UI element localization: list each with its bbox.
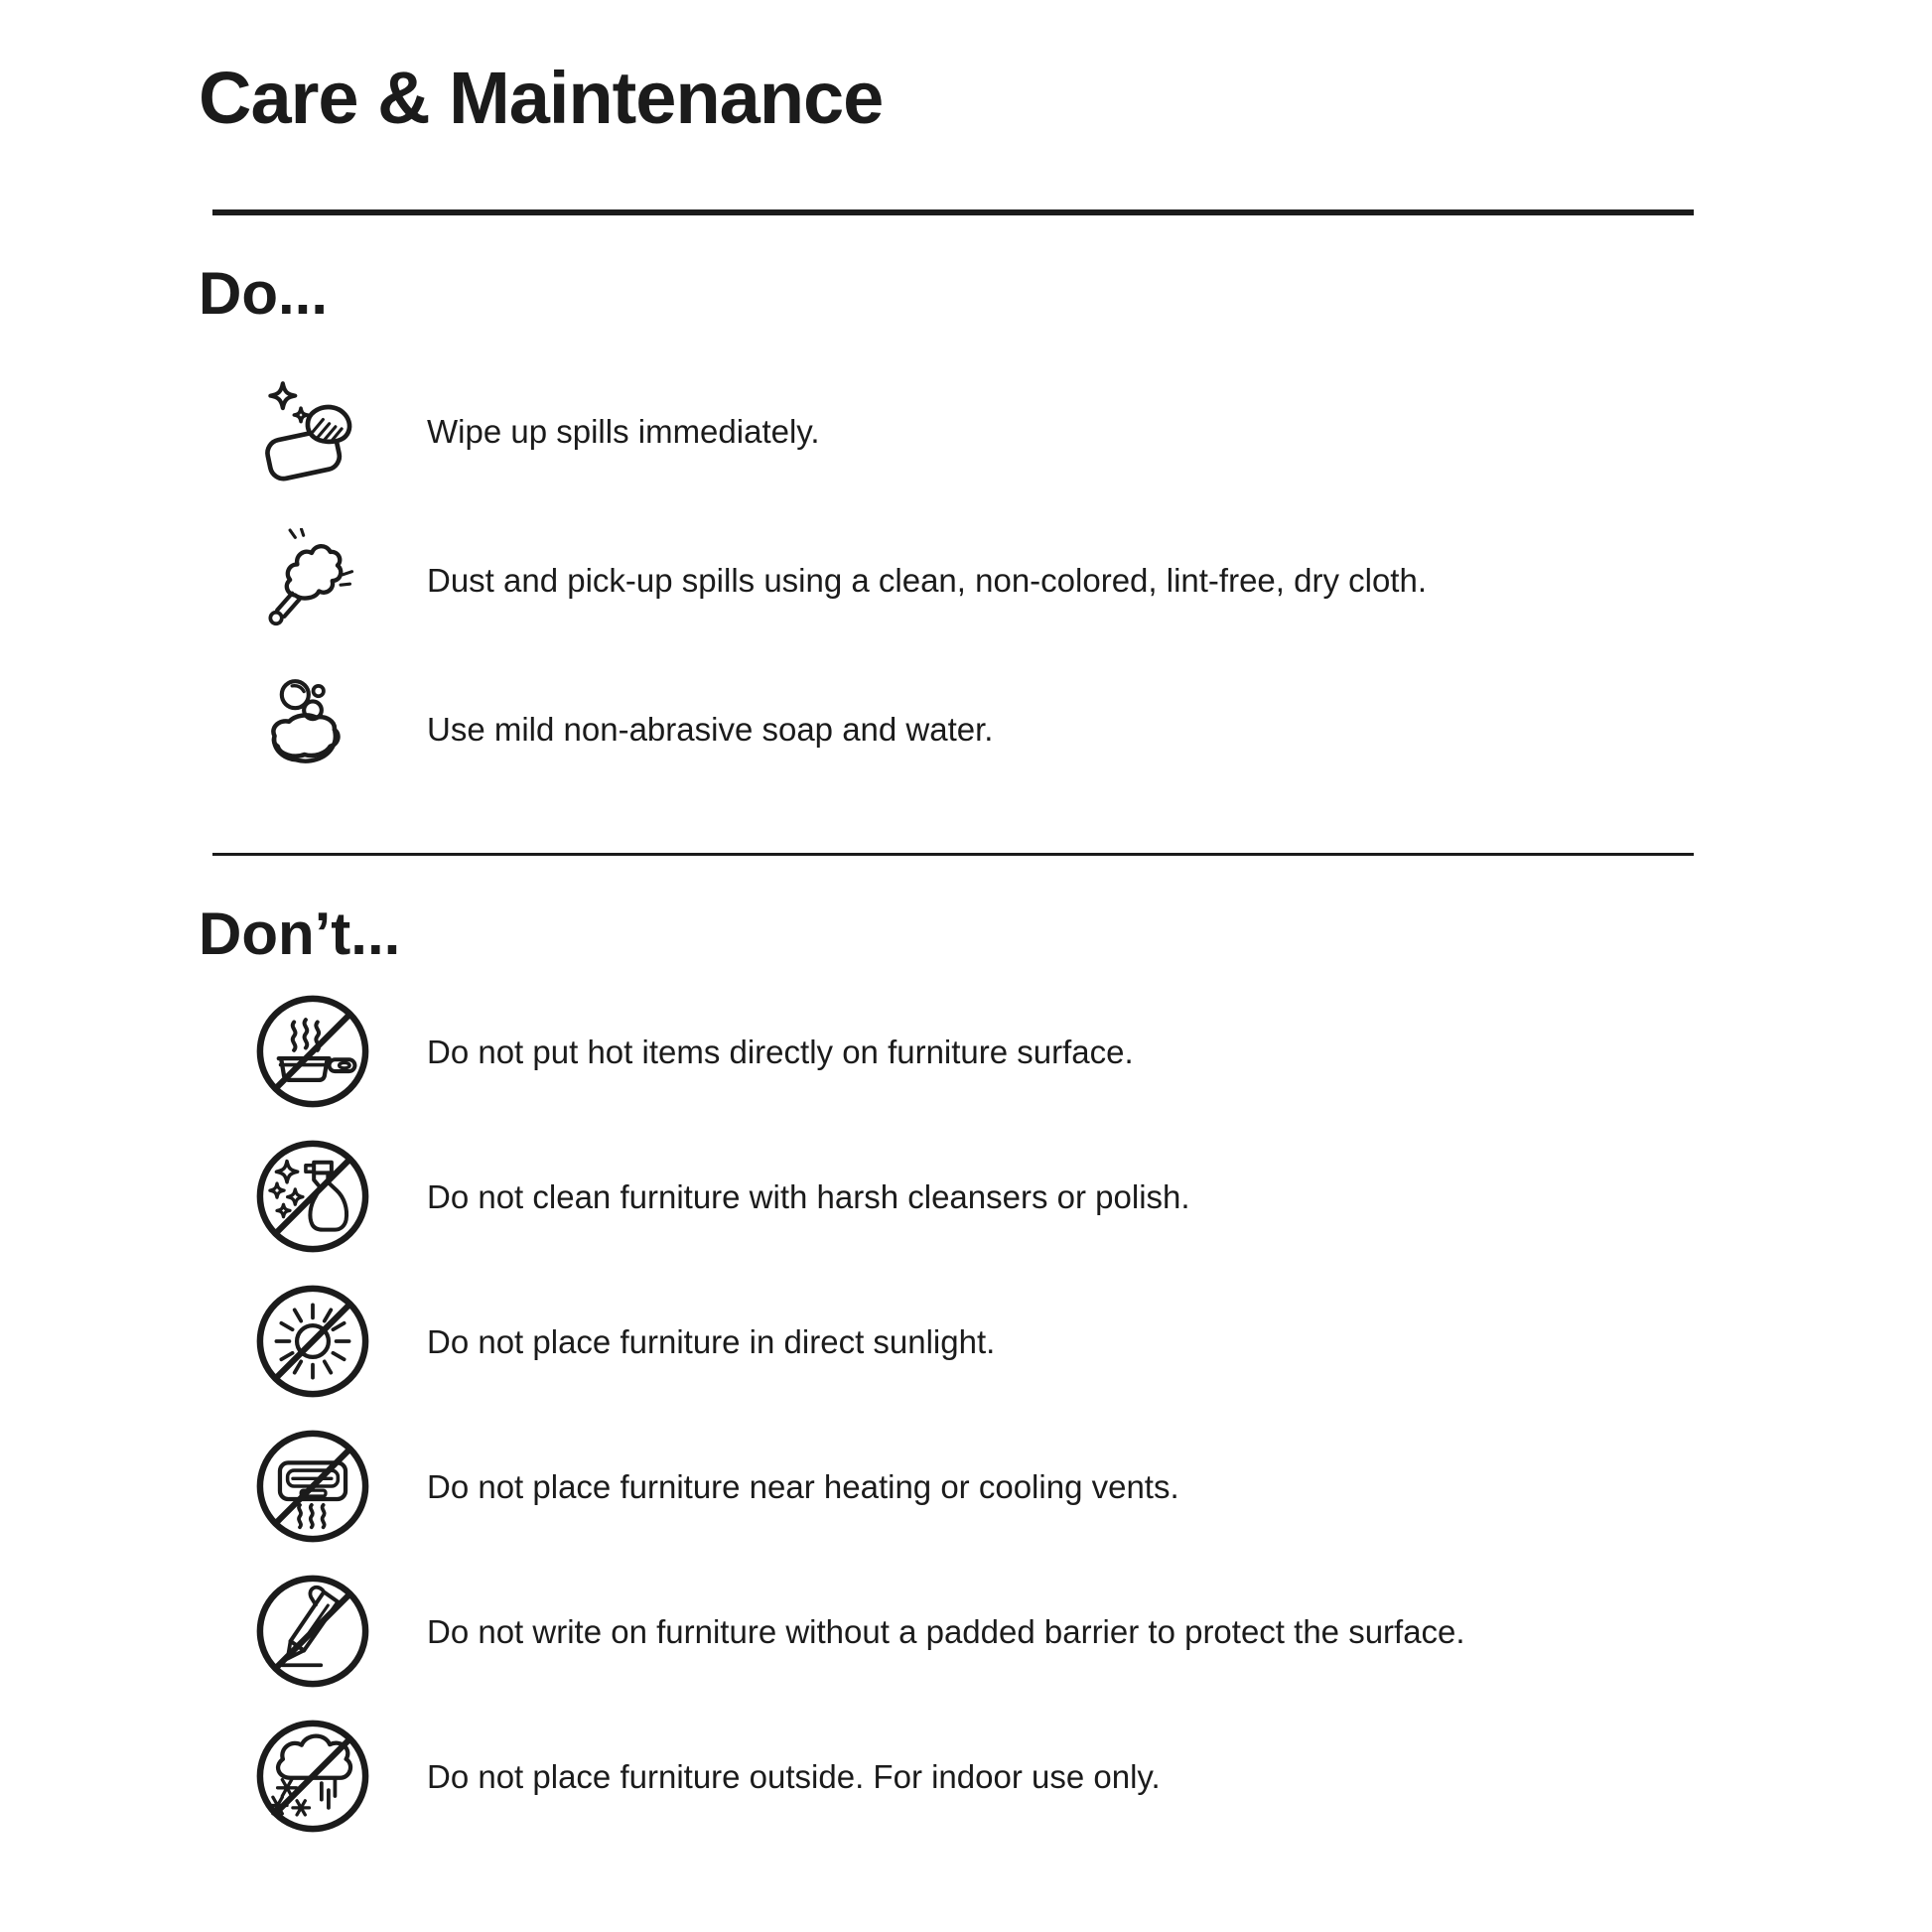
- do-item-icon-cell: [199, 528, 427, 631]
- dont-item-icon-cell: [199, 1138, 427, 1255]
- duster-icon: [261, 528, 364, 631]
- do-item: [199, 654, 1694, 803]
- section-divider: [212, 853, 1694, 856]
- wipe-hand-icon: [261, 379, 364, 483]
- soap-bubbles-icon: [261, 677, 364, 780]
- do-section: [199, 261, 1694, 803]
- dont-item-text: Do not write on furniture without a padded barrier to protect the surface.: [427, 1612, 1465, 1650]
- dont-item: [199, 1269, 1694, 1414]
- dont-item-text: Do not place furniture near heating or cooling vents.: [427, 1467, 1179, 1505]
- title-divider: [212, 209, 1694, 215]
- do-item: [199, 356, 1694, 505]
- dont-item: [199, 979, 1694, 1124]
- no-harsh-cleansers-icon: [254, 1138, 371, 1255]
- do-item-text: Wipe up spills immediately.: [427, 412, 820, 450]
- no-direct-sunlight-icon: [254, 1283, 371, 1400]
- dont-list: [199, 979, 1694, 1849]
- no-writing-icon: [254, 1573, 371, 1690]
- dont-item-icon-cell: [199, 1718, 427, 1835]
- do-item-text: Use mild non-abrasive soap and water.: [427, 710, 994, 748]
- no-hot-items-icon: [254, 993, 371, 1110]
- dont-item-text: Do not put hot items directly on furniture surface.: [427, 1033, 1134, 1070]
- dont-item-text: Do not place furniture outside. For indoor use only.: [427, 1757, 1161, 1795]
- dont-section: [199, 901, 1694, 1849]
- do-item-icon-cell: [199, 379, 427, 483]
- dont-item: [199, 1559, 1694, 1704]
- no-outdoor-use-icon: [254, 1718, 371, 1835]
- do-section-heading: Do...: [199, 260, 328, 328]
- do-item-text: Dust and pick-up spills using a clean, non-colored, lint-free, dry cloth.: [427, 561, 1427, 599]
- dont-item-text: Do not place furniture in direct sunlight.: [427, 1322, 996, 1360]
- do-list: [199, 356, 1694, 803]
- dont-item-icon-cell: [199, 993, 427, 1110]
- dont-item-text: Do not clean furniture with harsh cleansers or polish.: [427, 1177, 1190, 1215]
- dont-item-icon-cell: [199, 1573, 427, 1690]
- dont-item: [199, 1414, 1694, 1559]
- do-item: [199, 505, 1694, 654]
- dont-item-icon-cell: [199, 1428, 427, 1545]
- dont-section-heading: Don’t...: [199, 900, 401, 968]
- dont-item: [199, 1124, 1694, 1269]
- dont-item: [199, 1704, 1694, 1849]
- page-title: Care & Maintenance: [199, 57, 884, 139]
- dont-item-icon-cell: [199, 1283, 427, 1400]
- do-item-icon-cell: [199, 677, 427, 780]
- no-heating-vents-icon: [254, 1428, 371, 1545]
